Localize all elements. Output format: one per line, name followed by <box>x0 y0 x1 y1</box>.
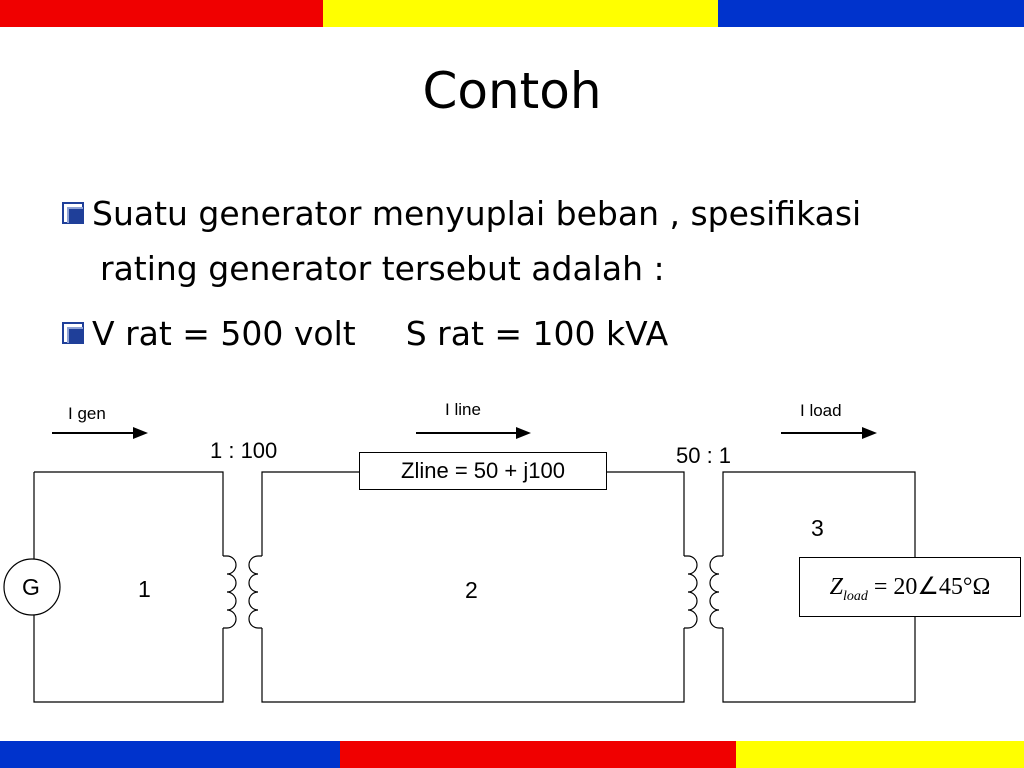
bullet-2-voltage: V rat = 500 volt <box>92 314 356 353</box>
transformer-1-primary-coil <box>223 556 236 628</box>
section-1-label: 1 <box>138 576 151 602</box>
zload-subscript: load <box>842 588 868 604</box>
loop-1-wire <box>34 472 223 702</box>
zline-box: Zline = 50 + j100 <box>359 452 607 490</box>
ratio-1-label: 1 : 100 <box>210 438 278 463</box>
zload-value: = 20∠45°Ω <box>867 574 991 600</box>
transformer-2-primary-coil <box>684 556 697 628</box>
slide-title: Contoh <box>422 62 602 120</box>
bottom-red-stripe <box>340 741 736 768</box>
bottom-yellow-stripe <box>736 741 1024 768</box>
i-gen-label: I gen <box>68 404 106 423</box>
zload-symbol: Z <box>829 574 843 600</box>
bullet-2-power: S rat = 100 kVA <box>405 314 669 353</box>
i-line-label: I line <box>445 400 481 419</box>
transformer-2-secondary-coil <box>710 556 723 628</box>
section-2-label: 2 <box>465 577 478 603</box>
zload-box <box>799 557 1021 617</box>
transformer-1-secondary-coil <box>249 556 262 628</box>
i-load-arrow-icon <box>862 427 877 439</box>
bullet-1-line-2: rating generator tersebut adalah : <box>100 249 665 288</box>
bottom-blue-stripe <box>0 741 340 768</box>
ratio-2-label: 50 : 1 <box>676 443 732 468</box>
section-3-label: 3 <box>811 515 824 541</box>
i-gen-arrow-icon <box>133 427 148 439</box>
generator-label: G <box>22 574 40 600</box>
i-line-arrow-icon <box>516 427 531 439</box>
bullet-1-line-1: Suatu generator menyuplai beban , spesifikasi <box>92 194 862 233</box>
i-load-label: I load <box>800 401 842 420</box>
